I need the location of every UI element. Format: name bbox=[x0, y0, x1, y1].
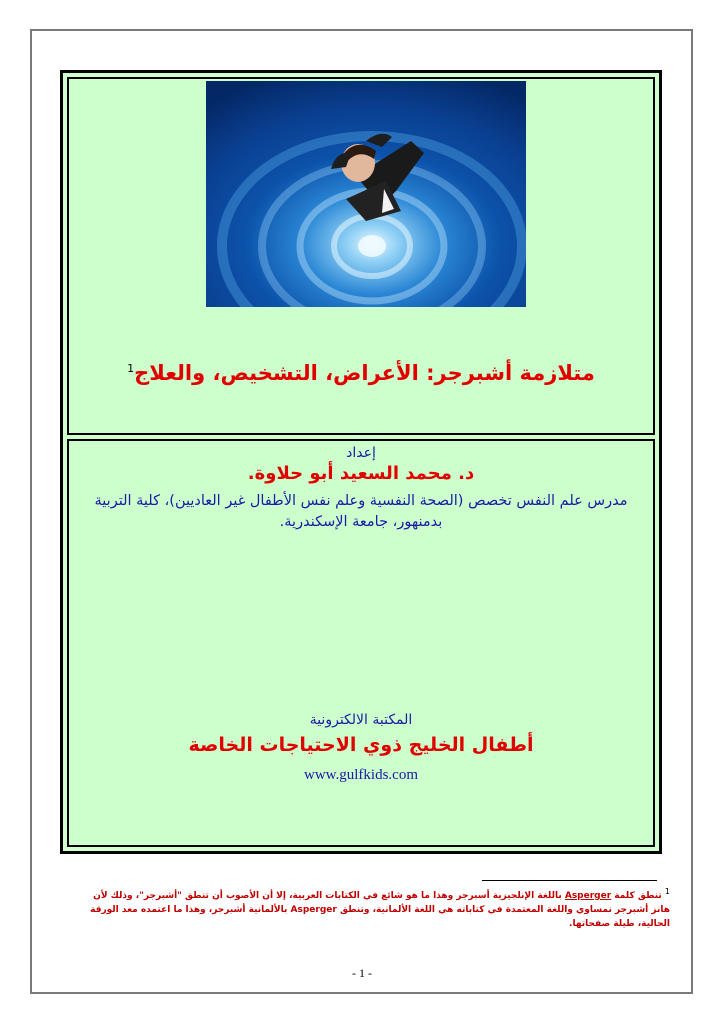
footnote-text-after: باللغة الإنلجيزية أسبرجر وهذا ما هو شائع في الكتابات العربية، إلا أن الأصوب أن تنطق "أشبرجر"، وذلك لأن هانز أشبرجر نمساوي واللغة المعتمدة في كتاباته هي اللغة الألمانية، وتنطق Asperger بالألمانية أشبرجر، وهذا ما اعتمده معد الورقة الحالية، طيلة صفحاتها. bbox=[90, 891, 670, 929]
footnote-text-before: تنطق كلمة bbox=[614, 891, 662, 901]
page-number: - 1 - bbox=[352, 966, 372, 980]
author-affiliation: مدرس علم النفس تخصص (الصحة النفسية وعلم نفس الأطفال غير العاديين)، كلية التربية بدمنهور، جامعة الإسكندرية. bbox=[94, 493, 628, 530]
library-label: المكتبة الالكترونية bbox=[309, 712, 413, 728]
cover-box bbox=[60, 70, 662, 854]
footnote-divider bbox=[482, 880, 657, 881]
title-text: متلازمة أشبرجر: الأعراض، التشخيص، والعلاج bbox=[134, 361, 595, 385]
title-panel bbox=[67, 77, 655, 435]
vortex-illustration bbox=[206, 81, 526, 307]
author-panel bbox=[67, 439, 655, 847]
document-title bbox=[69, 361, 653, 385]
title-footnote-ref: 1 bbox=[127, 362, 135, 375]
author-name: د. محمد السعيد أبو حلاوة. bbox=[247, 463, 475, 484]
footnote-asperger-word: Asperger bbox=[564, 891, 612, 901]
website-link[interactable]: www.gulfkids.com bbox=[303, 767, 419, 783]
library-name: أطفال الخليج ذوي الاحتياجات الخاصة bbox=[188, 734, 534, 756]
footnote-mark: 1 bbox=[664, 887, 670, 896]
prepared-by-label: إعداد bbox=[346, 445, 376, 461]
vortex-cover-image bbox=[206, 81, 526, 307]
footnote bbox=[72, 885, 670, 931]
